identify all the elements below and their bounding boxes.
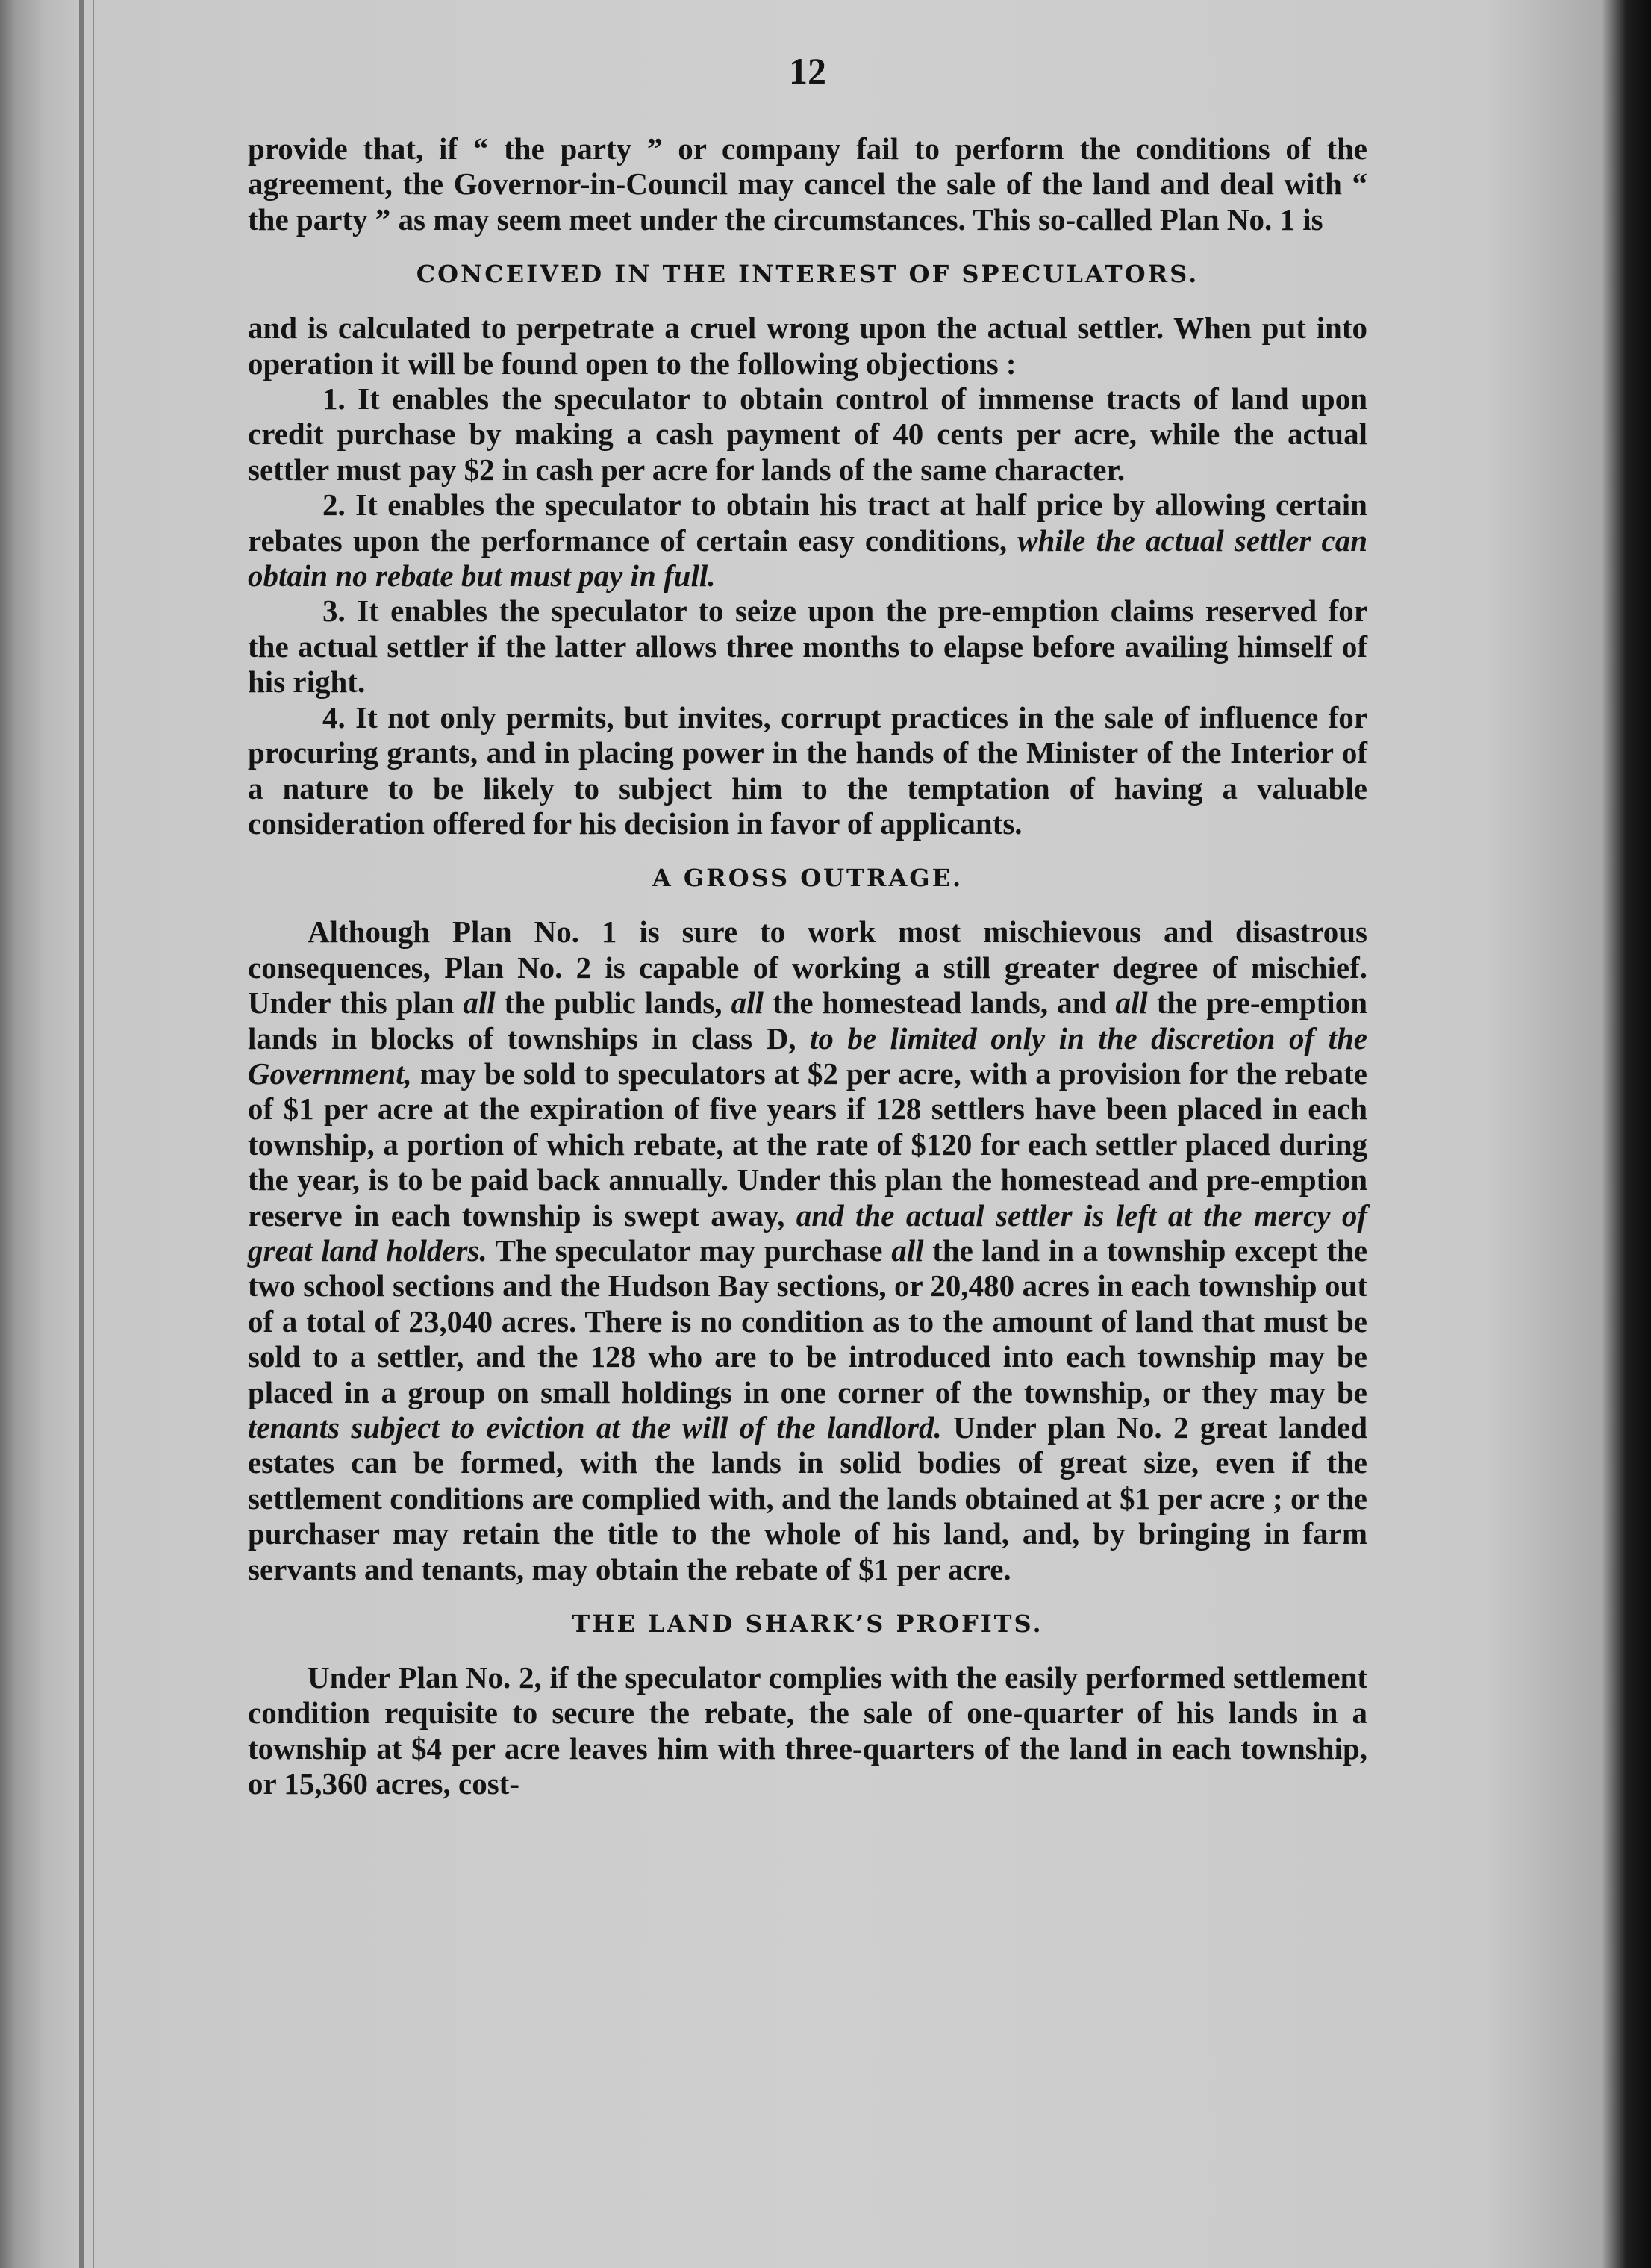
italic-run: all — [463, 985, 496, 1021]
heading-gross-outrage: A GROSS OUTRAGE. — [652, 864, 964, 893]
text-run: the land in a township except the two school sections and the Hudson Bay sections, or 20,480 acres in each township out of a total of 23,040 acres. There is no condition as to the amount of land that must be sold to a settler, and the 128 who are to be introduced into each township may be placed in a group on small holdings in one corner of the township, or they may be — [248, 1233, 1368, 1409]
objection-4: 4. It not only permits, but invites, corrupt practices in the sale of influence for procuring grants, and in placing power in the hands of the Minister of the Interior of a nature to be likely to subject him to the temptation of having a valuable consideration offered for his decision in favor of applicants. — [248, 700, 1367, 841]
binding-edge-rule-thin — [93, 0, 94, 2268]
document-page — [248, 37, 1367, 1802]
objection-2-text: 2. It enables the speculator to obtain his tract at half price by allowing certain rebates upon the performance of certain easy conditions, — [248, 487, 1367, 558]
page-number: 12 — [789, 50, 826, 92]
italic-run: and the actual settler is left at the mercy of great land holders. — [248, 1197, 1367, 1268]
italic-run: to be limited only in the discretion of the Government, — [248, 1021, 1367, 1091]
text-run: the homestead lands, and — [763, 985, 1116, 1021]
text-run: The speculator may purchase — [487, 1233, 892, 1268]
paragraph-plan-two — [248, 915, 1367, 1587]
binding-edge-rule — [79, 0, 84, 2268]
text-run: Under plan No. 2 great landed estates can be formed, with the lands in solid bodies of great size, even if the settlement conditions are complied with, and the lands obtained at $1 per acre ; or the purchaser may retain the title to the whole of his land, and, by bringing in farm servants and tenants, may obtain the rebate of $1 per acre. — [248, 1410, 1367, 1586]
objection-2 — [248, 487, 1367, 594]
paragraph-objections-intro: and is calculated to perpetrate a cruel wrong upon the actual settler. When put into operation it will be found open to the following objections : — [248, 311, 1367, 381]
text-run: may be sold to speculators at $2 per acre, with a provision for the rebate of $1 per acre at the expiration of five years if 128 settlers have been placed in each township, a portion of which rebate, at the rate of $120 for each settler placed during the year, is to be paid back annually. Under this plan the homestead and pre-emption reserve in each township is swept away, — [248, 1056, 1367, 1233]
text-run: the public lands, — [495, 985, 731, 1021]
heading-land-shark-profits: THE LAND SHARK’S PROFITS. — [572, 1610, 1043, 1639]
italic-run: all — [891, 1233, 924, 1268]
text-run: the pre-emption lands in blocks of townships in class D, — [248, 985, 1368, 1056]
paragraph-plan-two-profits: Under Plan No. 2, if the speculator complies with the easily performed settlement condition requisite to secure the rebate, the sale of one-quarter of his lands in a township at $4 per acre leaves him with three-quarters of the land in each township, or 15,360 acres, cost- — [248, 1660, 1367, 1801]
heading-conceived-in-interest: CONCEIVED IN THE INTEREST OF SPECULATORS. — [416, 260, 1199, 289]
objection-2-italic: while the actual settler can obtain no rebate but must pay in full. — [248, 523, 1367, 594]
italic-run: all — [1115, 985, 1148, 1021]
italic-run: all — [731, 985, 764, 1021]
text-run: Although Plan No. 1 is sure to work most mischievous and disastrous consequences, Plan No. 2 is capable of working a still greater degree of mischief. Under this plan — [248, 915, 1367, 1021]
objection-1: 1. It enables the speculator to obtain control of immense tracts of land upon credit purchase by making a cash payment of 40 cents per acre, while the actual settler must pay $2 in cash per acre for lands of the same character. — [248, 381, 1367, 487]
objection-3: 3. It enables the speculator to seize upon the pre-emption claims reserved for the actual settler if the latter allows three months to elapse before availing himself of his right. — [248, 594, 1367, 700]
italic-run: tenants subject to eviction at the will of the landlord. — [248, 1410, 942, 1445]
paragraph-plan-one-conclusion: provide that, if “ the party ” or company fail to perform the conditions of the agreement, the Governor-in-Council may cancel the sale of the land and deal with “ the party ” as may seem meet under the circumstances. This so-called Plan No. 1 is — [248, 131, 1367, 237]
